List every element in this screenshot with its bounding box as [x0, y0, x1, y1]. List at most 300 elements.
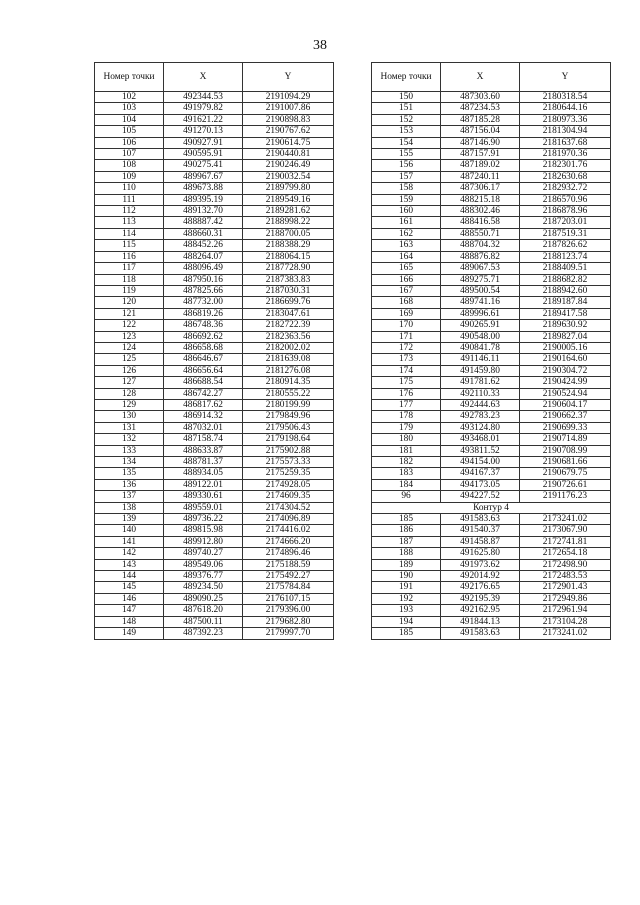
cell-point-number: 121 — [95, 308, 164, 319]
table-row — [95, 536, 334, 547]
cell-x: 487306.17 — [441, 183, 520, 194]
cell-y: 2174609.35 — [243, 491, 334, 502]
cell-y: 2182363.56 — [243, 331, 334, 342]
cell-y: 2187203.01 — [520, 217, 611, 228]
cell-x: 489559.01 — [164, 502, 243, 513]
cell-point-number: 194 — [372, 616, 441, 627]
table-row — [372, 605, 611, 616]
cell-y: 2181276.08 — [243, 365, 334, 376]
cell-x: 486748.36 — [164, 320, 243, 331]
cell-y: 2182002.02 — [243, 342, 334, 353]
cell-point-number: 111 — [95, 194, 164, 205]
table-row — [372, 126, 611, 137]
cell-point-number: 123 — [95, 331, 164, 342]
cell-x: 489395.19 — [164, 194, 243, 205]
cell-x: 487189.02 — [441, 160, 520, 171]
table-row — [372, 354, 611, 365]
cell-y: 2173104.28 — [520, 616, 611, 627]
table-row — [372, 468, 611, 479]
cell-x: 486742.27 — [164, 388, 243, 399]
cell-y: 2187519.31 — [520, 228, 611, 239]
table-row — [95, 377, 334, 388]
cell-x: 491979.82 — [164, 103, 243, 114]
table-row — [372, 536, 611, 547]
cell-point-number: 114 — [95, 228, 164, 239]
cell-y: 2174896.46 — [243, 548, 334, 559]
table-row — [95, 571, 334, 582]
cell-x: 491621.22 — [164, 114, 243, 125]
cell-y: 2173067.90 — [520, 525, 611, 536]
cell-y: 2180644.16 — [520, 103, 611, 114]
cell-x: 487234.53 — [441, 103, 520, 114]
cell-point-number: 156 — [372, 160, 441, 171]
table-row — [95, 114, 334, 125]
cell-y: 2182301.76 — [520, 160, 611, 171]
table-row — [372, 514, 611, 525]
cell-x: 492783.23 — [441, 411, 520, 422]
table-row — [95, 354, 334, 365]
cell-point-number: 191 — [372, 582, 441, 593]
cell-x: 487156.04 — [441, 126, 520, 137]
cell-x: 486914.32 — [164, 411, 243, 422]
cell-y: 2190005.16 — [520, 342, 611, 353]
cell-x: 489967.67 — [164, 171, 243, 182]
cell-point-number: 129 — [95, 399, 164, 410]
cell-point-number: 175 — [372, 377, 441, 388]
table-row — [372, 399, 611, 410]
cell-point-number: 188 — [372, 548, 441, 559]
cell-point-number: 176 — [372, 388, 441, 399]
cell-x: 489549.06 — [164, 559, 243, 570]
table-row — [95, 297, 334, 308]
cell-x: 488416.58 — [441, 217, 520, 228]
cell-x: 488096.49 — [164, 263, 243, 274]
cell-y: 2190679.75 — [520, 468, 611, 479]
cell-x: 491583.63 — [441, 514, 520, 525]
cell-x: 489330.61 — [164, 491, 243, 502]
cell-y: 2180914.35 — [243, 377, 334, 388]
cell-y: 2188682.82 — [520, 274, 611, 285]
cell-y: 2189549.16 — [243, 194, 334, 205]
cell-point-number: 181 — [372, 445, 441, 456]
cell-point-number: 162 — [372, 228, 441, 239]
cell-point-number: 126 — [95, 365, 164, 376]
cell-x: 491458.87 — [441, 536, 520, 547]
cell-point-number: 128 — [95, 388, 164, 399]
cell-y: 2190524.94 — [520, 388, 611, 399]
table-row — [372, 320, 611, 331]
cell-point-number: 147 — [95, 605, 164, 616]
cell-point-number: 136 — [95, 479, 164, 490]
cell-y: 2188409.51 — [520, 263, 611, 274]
cell-x: 487185.28 — [441, 114, 520, 125]
table-row — [372, 194, 611, 205]
table-row — [372, 571, 611, 582]
cell-x: 488264.07 — [164, 251, 243, 262]
cell-y: 2189630.92 — [520, 320, 611, 331]
table-row — [95, 160, 334, 171]
table-row — [372, 411, 611, 422]
cell-point-number: 190 — [372, 571, 441, 582]
cell-y: 2190246.49 — [243, 160, 334, 171]
table-row — [372, 274, 611, 285]
cell-point-number: 140 — [95, 525, 164, 536]
table-row — [95, 548, 334, 559]
table-row — [95, 194, 334, 205]
table-row — [372, 308, 611, 319]
cell-point-number: 154 — [372, 137, 441, 148]
cell-y: 2190614.75 — [243, 137, 334, 148]
cell-y: 2175492.27 — [243, 571, 334, 582]
cell-x: 489234.50 — [164, 582, 243, 593]
table-row — [372, 206, 611, 217]
cell-point-number: 151 — [372, 103, 441, 114]
table-row — [95, 468, 334, 479]
contour-label: Контур 4 — [372, 502, 611, 513]
cell-x: 488660.31 — [164, 228, 243, 239]
table-row — [372, 149, 611, 160]
cell-y: 2175573.33 — [243, 457, 334, 468]
cell-y: 2175259.35 — [243, 468, 334, 479]
table-row — [372, 548, 611, 559]
cell-x: 491844.13 — [441, 616, 520, 627]
table-row — [95, 183, 334, 194]
table-row — [372, 388, 611, 399]
table-row — [95, 240, 334, 251]
cell-x: 487158.74 — [164, 434, 243, 445]
cell-y: 2182630.68 — [520, 171, 611, 182]
cell-point-number: 109 — [95, 171, 164, 182]
table-row — [95, 491, 334, 502]
cell-point-number: 141 — [95, 536, 164, 547]
page-number: 38 — [313, 38, 327, 53]
cell-point-number: 177 — [372, 399, 441, 410]
cell-point-number: 137 — [95, 491, 164, 502]
cell-point-number: 185 — [372, 514, 441, 525]
table-row — [372, 365, 611, 376]
cell-y: 2176107.15 — [243, 593, 334, 604]
cell-x: 492176.65 — [441, 582, 520, 593]
cell-point-number: 138 — [95, 502, 164, 513]
cell-point-number: 131 — [95, 422, 164, 433]
coordinates-table-right — [371, 62, 611, 640]
table-row — [372, 479, 611, 490]
cell-x: 486658.68 — [164, 342, 243, 353]
cell-x: 488452.26 — [164, 240, 243, 251]
cell-x: 489132.70 — [164, 206, 243, 217]
table-row — [372, 593, 611, 604]
cell-y: 2183047.61 — [243, 308, 334, 319]
cell-x: 489912.80 — [164, 536, 243, 547]
cell-point-number: 144 — [95, 571, 164, 582]
cell-x: 488934.05 — [164, 468, 243, 479]
cell-x: 490548.00 — [441, 331, 520, 342]
cell-point-number: 155 — [372, 149, 441, 160]
table-row — [372, 445, 611, 456]
cell-x: 488704.32 — [441, 240, 520, 251]
table-row — [95, 320, 334, 331]
cell-x: 492195.39 — [441, 593, 520, 604]
cell-point-number: 117 — [95, 263, 164, 274]
cell-y: 2172961.94 — [520, 605, 611, 616]
cell-point-number: 118 — [95, 274, 164, 285]
cell-y: 2187826.62 — [520, 240, 611, 251]
cell-x: 488302.46 — [441, 206, 520, 217]
table-row — [372, 582, 611, 593]
table-row — [95, 411, 334, 422]
cell-x: 487303.60 — [441, 92, 520, 103]
cell-y: 2189187.84 — [520, 297, 611, 308]
cell-x: 489741.16 — [441, 297, 520, 308]
cell-point-number: 102 — [95, 92, 164, 103]
cell-x: 489090.25 — [164, 593, 243, 604]
cell-y: 2180318.54 — [520, 92, 611, 103]
cell-y: 2173241.02 — [520, 514, 611, 525]
cell-point-number: 134 — [95, 457, 164, 468]
cell-y: 2175902.88 — [243, 445, 334, 456]
cell-point-number: 148 — [95, 616, 164, 627]
cell-y: 2191094.29 — [243, 92, 334, 103]
cell-x: 489376.77 — [164, 571, 243, 582]
cell-point-number: 173 — [372, 354, 441, 365]
cell-x: 487240.11 — [441, 171, 520, 182]
cell-x: 489275.71 — [441, 274, 520, 285]
cell-point-number: 193 — [372, 605, 441, 616]
table-row — [372, 228, 611, 239]
cell-point-number: 185 — [372, 628, 441, 639]
cell-point-number: 189 — [372, 559, 441, 570]
cell-y: 2181637.68 — [520, 137, 611, 148]
cell-point-number: 116 — [95, 251, 164, 262]
cell-y: 2190699.33 — [520, 422, 611, 433]
table-row — [95, 251, 334, 262]
cell-point-number: 161 — [372, 217, 441, 228]
cell-point-number: 182 — [372, 457, 441, 468]
table-row — [95, 525, 334, 536]
cell-y: 2188700.05 — [243, 228, 334, 239]
cell-point-number: 150 — [372, 92, 441, 103]
table-row — [95, 217, 334, 228]
table-row — [95, 445, 334, 456]
table-row — [95, 399, 334, 410]
cell-x: 493811.52 — [441, 445, 520, 456]
table-row — [95, 285, 334, 296]
table-row — [95, 331, 334, 342]
cell-point-number: 106 — [95, 137, 164, 148]
cell-point-number: 145 — [95, 582, 164, 593]
cell-x: 487732.00 — [164, 297, 243, 308]
cell-point-number: 159 — [372, 194, 441, 205]
table-row — [372, 457, 611, 468]
cell-x: 487392.23 — [164, 628, 243, 639]
header-x: X — [441, 63, 520, 92]
cell-x: 486646.67 — [164, 354, 243, 365]
cell-point-number: 153 — [372, 126, 441, 137]
cell-y: 2190767.62 — [243, 126, 334, 137]
table-row — [372, 240, 611, 251]
cell-x: 487146.90 — [441, 137, 520, 148]
cell-y: 2175784.84 — [243, 582, 334, 593]
cell-y: 2174666.20 — [243, 536, 334, 547]
cell-y: 2180199.99 — [243, 399, 334, 410]
cell-y: 2190164.60 — [520, 354, 611, 365]
cell-point-number: 125 — [95, 354, 164, 365]
cell-point-number: 122 — [95, 320, 164, 331]
cell-y: 2186570.96 — [520, 194, 611, 205]
cell-y: 2174304.52 — [243, 502, 334, 513]
cell-y: 2190681.66 — [520, 457, 611, 468]
cell-y: 2189281.62 — [243, 206, 334, 217]
cell-x: 488781.37 — [164, 457, 243, 468]
cell-x: 489067.53 — [441, 263, 520, 274]
cell-y: 2179506.43 — [243, 422, 334, 433]
table-row — [372, 114, 611, 125]
cell-x: 487500.11 — [164, 616, 243, 627]
table-row — [95, 137, 334, 148]
cell-point-number: 149 — [95, 628, 164, 639]
cell-x: 491973.62 — [441, 559, 520, 570]
cell-point-number: 139 — [95, 514, 164, 525]
cell-y: 2190440.81 — [243, 149, 334, 160]
cell-point-number: 143 — [95, 559, 164, 570]
cell-y: 2175188.59 — [243, 559, 334, 570]
cell-point-number: 179 — [372, 422, 441, 433]
cell-y: 2190032.54 — [243, 171, 334, 182]
table-row — [95, 365, 334, 376]
cell-y: 2188942.60 — [520, 285, 611, 296]
cell-x: 489740.27 — [164, 548, 243, 559]
cell-x: 494154.00 — [441, 457, 520, 468]
cell-x: 488633.87 — [164, 445, 243, 456]
cell-x: 494227.52 — [441, 491, 520, 502]
cell-point-number: 115 — [95, 240, 164, 251]
table-row — [95, 263, 334, 274]
cell-point-number: 96 — [372, 491, 441, 502]
cell-point-number: 120 — [95, 297, 164, 308]
cell-x: 487032.01 — [164, 422, 243, 433]
coordinates-table-left — [94, 62, 334, 640]
cell-x: 491459.80 — [441, 365, 520, 376]
cell-y: 2179396.00 — [243, 605, 334, 616]
table-row — [95, 228, 334, 239]
table-row — [372, 217, 611, 228]
cell-point-number: 172 — [372, 342, 441, 353]
header-x: X — [164, 63, 243, 92]
table-row — [95, 149, 334, 160]
cell-x: 488876.82 — [441, 251, 520, 262]
cell-y: 2190726.61 — [520, 479, 611, 490]
contour-section-row — [372, 502, 611, 513]
cell-y: 2181970.36 — [520, 149, 611, 160]
table-row — [95, 422, 334, 433]
cell-x: 486688.54 — [164, 377, 243, 388]
cell-point-number: 127 — [95, 377, 164, 388]
table-row — [372, 137, 611, 148]
header-point-number: Номер точки — [95, 63, 164, 92]
cell-x: 489500.54 — [441, 285, 520, 296]
cell-y: 2188123.74 — [520, 251, 611, 262]
table-row — [95, 514, 334, 525]
cell-point-number: 157 — [372, 171, 441, 182]
table-row — [95, 274, 334, 285]
cell-point-number: 158 — [372, 183, 441, 194]
table-row — [372, 297, 611, 308]
table-row — [95, 342, 334, 353]
header-y: Y — [243, 63, 334, 92]
cell-x: 491625.80 — [441, 548, 520, 559]
table-row — [372, 160, 611, 171]
cell-y: 2189417.58 — [520, 308, 611, 319]
cell-point-number: 170 — [372, 320, 441, 331]
cell-y: 2172901.43 — [520, 582, 611, 593]
cell-x: 487825.66 — [164, 285, 243, 296]
table-row — [372, 183, 611, 194]
cell-y: 2179198.64 — [243, 434, 334, 445]
table-row — [95, 434, 334, 445]
cell-point-number: 135 — [95, 468, 164, 479]
cell-x: 486819.26 — [164, 308, 243, 319]
cell-y: 2179997.70 — [243, 628, 334, 639]
cell-x: 492110.33 — [441, 388, 520, 399]
cell-y: 2174928.05 — [243, 479, 334, 490]
cell-x: 486656.64 — [164, 365, 243, 376]
table-row — [95, 593, 334, 604]
cell-y: 2190714.89 — [520, 434, 611, 445]
cell-point-number: 132 — [95, 434, 164, 445]
table-row — [95, 479, 334, 490]
cell-y: 2172741.81 — [520, 536, 611, 547]
cell-y: 2191176.23 — [520, 491, 611, 502]
cell-point-number: 113 — [95, 217, 164, 228]
cell-y: 2186699.76 — [243, 297, 334, 308]
table-row — [372, 251, 611, 262]
cell-x: 490927.91 — [164, 137, 243, 148]
cell-y: 2189827.04 — [520, 331, 611, 342]
table-row — [95, 457, 334, 468]
table-row — [372, 263, 611, 274]
cell-y: 2191007.86 — [243, 103, 334, 114]
cell-x: 493468.01 — [441, 434, 520, 445]
cell-x: 492344.53 — [164, 92, 243, 103]
table-row — [95, 628, 334, 639]
cell-x: 492014.92 — [441, 571, 520, 582]
cell-y: 2182932.72 — [520, 183, 611, 194]
cell-point-number: 146 — [95, 593, 164, 604]
cell-y: 2172949.86 — [520, 593, 611, 604]
cell-y: 2190424.99 — [520, 377, 611, 388]
header-point-number: Номер точки — [372, 63, 441, 92]
cell-point-number: 192 — [372, 593, 441, 604]
table-header-row — [372, 63, 611, 92]
cell-x: 486817.62 — [164, 399, 243, 410]
table-row — [95, 616, 334, 627]
table-row — [95, 502, 334, 513]
cell-y: 2174416.02 — [243, 525, 334, 536]
cell-x: 489815.98 — [164, 525, 243, 536]
table-row — [372, 285, 611, 296]
table-row — [95, 126, 334, 137]
table-row — [95, 171, 334, 182]
cell-y: 2179682.80 — [243, 616, 334, 627]
cell-point-number: 171 — [372, 331, 441, 342]
cell-y: 2190304.72 — [520, 365, 611, 376]
table-row — [372, 331, 611, 342]
table-row — [372, 616, 611, 627]
cell-y: 2190662.37 — [520, 411, 611, 422]
cell-x: 487157.91 — [441, 149, 520, 160]
cell-point-number: 133 — [95, 445, 164, 456]
cell-y: 2190604.17 — [520, 399, 611, 410]
